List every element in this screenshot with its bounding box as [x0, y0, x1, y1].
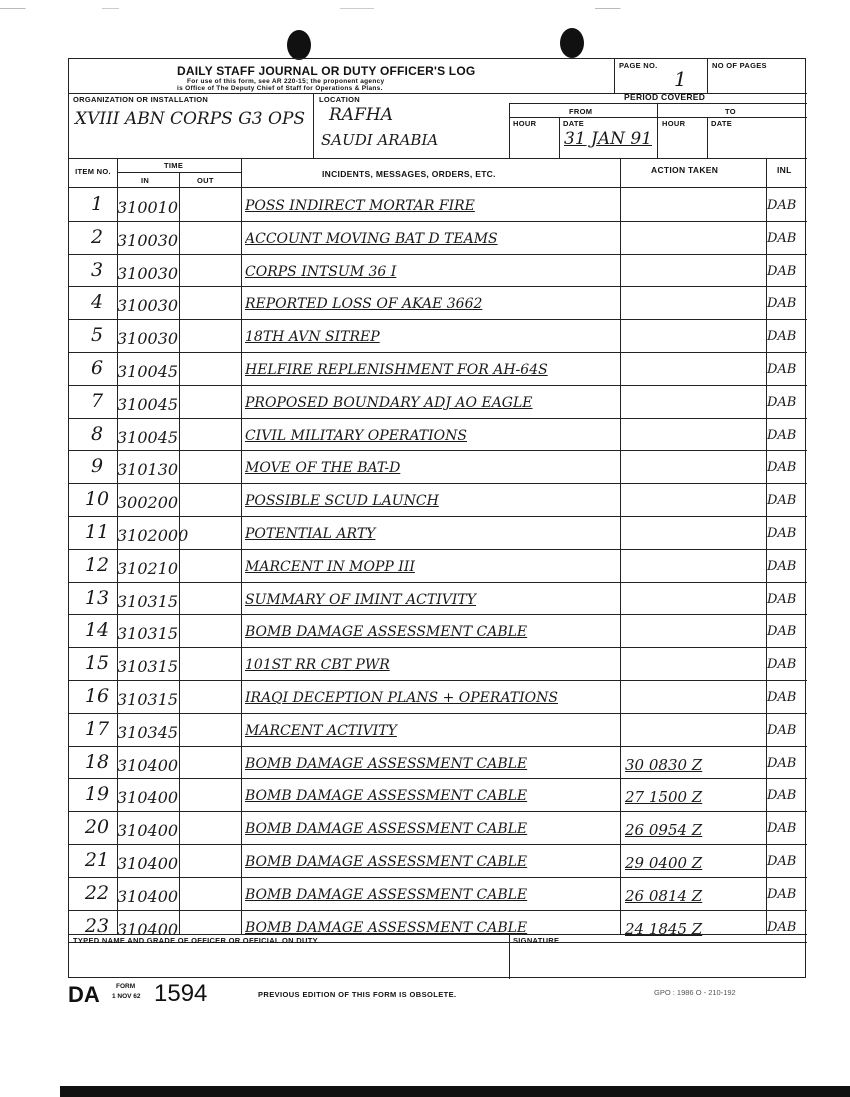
row-item-no: 10	[84, 488, 110, 511]
row-time-in: 310345	[117, 722, 179, 742]
row-incident: 101ST RR CBT PWR	[245, 657, 390, 674]
row-incident: CORPS INTSUM 36 I	[245, 263, 397, 280]
row-time-in: 310045	[117, 394, 179, 414]
log-row	[69, 255, 807, 288]
location-label: LOCATION	[319, 95, 361, 104]
row-incident: BOMB DAMAGE ASSESSMENT CABLE	[245, 919, 528, 936]
row-incident: POTENTIAL ARTY	[245, 526, 376, 542]
row-initials: DAB	[767, 394, 797, 410]
row-time-in: 310400	[117, 919, 179, 939]
no-of-pages-label: NO OF PAGES	[712, 61, 767, 70]
row-action-taken: 24 1845 Z	[625, 919, 703, 938]
log-row	[69, 353, 807, 386]
form-title: DAILY STAFF JOURNAL OR DUTY OFFICER'S LOG	[177, 64, 476, 78]
col-initials: INL	[777, 165, 792, 175]
col-time: TIME	[164, 161, 184, 170]
to-date-label: DATE	[711, 119, 733, 128]
row-item-no: 14	[84, 619, 110, 642]
row-time-in: 310315	[117, 591, 179, 611]
form-subtitle-1: For use of this form, see AR 220-15; the proponent agency	[187, 78, 385, 85]
org-label: ORGANIZATION OR INSTALLATION	[73, 95, 209, 104]
row-item-no: 12	[84, 553, 110, 576]
log-row	[69, 615, 807, 648]
row-action-taken: 26 0954 Z	[625, 821, 703, 840]
row-item-no: 16	[84, 685, 110, 707]
row-incident: SUMMARY OF IMINT ACTIVITY	[245, 591, 476, 608]
log-row	[69, 419, 807, 452]
row-initials: DAB	[767, 329, 797, 345]
previous-edition-notice: PREVIOUS EDITION OF THIS FORM IS OBSOLETE.	[258, 990, 457, 999]
row-initials: DAB	[767, 427, 797, 443]
log-row	[69, 648, 807, 681]
log-row	[69, 287, 807, 320]
row-incident: MARCENT IN MOPP III	[245, 558, 415, 575]
row-item-no: 21	[84, 849, 110, 871]
row-time-in: 310400	[117, 788, 179, 808]
row-item-no: 19	[84, 783, 110, 806]
form-date: 1 NOV 62	[112, 993, 141, 1000]
row-initials: DAB	[767, 886, 797, 902]
row-incident: BOMB DAMAGE ASSESSMENT CABLE	[245, 624, 528, 641]
scan-specks	[0, 8, 850, 9]
row-time-in: 310030	[117, 296, 179, 316]
log-row	[69, 779, 807, 812]
row-incident: BOMB DAMAGE ASSESSMENT CABLE	[245, 886, 528, 903]
row-initials: DAB	[767, 821, 797, 837]
row-incident: BOMB DAMAGE ASSESSMENT CABLE	[245, 821, 528, 838]
signature-label: SIGNATURE	[513, 936, 560, 945]
gpo-number: GPO : 1986 O - 210-192	[654, 988, 736, 997]
row-item-no: 15	[84, 652, 110, 675]
col-action-taken: ACTION TAKEN	[651, 165, 719, 175]
row-incident: ACCOUNT MOVING BAT D TEAMS	[245, 230, 498, 247]
col-incidents: INCIDENTS, MESSAGES, ORDERS, ETC.	[322, 169, 496, 179]
log-row	[69, 714, 807, 747]
row-time-in: 310030	[117, 329, 179, 349]
page-no-value: 1	[674, 67, 687, 91]
log-row	[69, 583, 807, 616]
row-time-in: 300200	[117, 493, 179, 513]
bottom-edge-bar	[60, 1086, 850, 1097]
row-initials: DAB	[767, 263, 797, 279]
row-item-no: 11	[84, 521, 110, 543]
log-row	[69, 386, 807, 419]
row-item-no: 18	[84, 750, 110, 773]
row-time-in: 310400	[117, 854, 179, 873]
row-incident: BOMB DAMAGE ASSESSMENT CABLE	[245, 755, 528, 772]
log-row	[69, 550, 807, 583]
row-initials: DAB	[767, 919, 797, 935]
row-initials: DAB	[767, 690, 797, 705]
log-row	[69, 812, 807, 845]
row-initials: DAB	[767, 198, 797, 213]
row-time-in: 310045	[117, 362, 179, 381]
row-incident: POSSIBLE SCUD LAUNCH	[245, 493, 439, 510]
punch-hole-right	[560, 28, 584, 58]
row-time-in: 310315	[117, 624, 179, 644]
row-time-in: 3102000	[117, 526, 189, 545]
from-label: FROM	[569, 107, 593, 116]
col-time-out: OUT	[197, 176, 214, 185]
row-incident: HELFIRE REPLENISHMENT FOR AH-64S	[245, 362, 548, 378]
row-initials: DAB	[767, 624, 797, 640]
row-initials: DAB	[767, 493, 797, 509]
row-time-in: 310400	[117, 821, 179, 841]
to-hour-label: HOUR	[662, 119, 686, 128]
col-time-in: IN	[141, 176, 150, 185]
row-incident: BOMB DAMAGE ASSESSMENT CABLE	[245, 854, 528, 870]
row-initials: DAB	[767, 722, 797, 738]
from-hour-label: HOUR	[513, 119, 537, 128]
from-date-label: DATE	[563, 119, 585, 128]
row-item-no: 2	[90, 225, 104, 248]
page-no-label: PAGE NO.	[619, 61, 658, 70]
row-incident: REPORTED LOSS OF AKAE 3662	[245, 296, 483, 313]
row-initials: DAB	[767, 558, 797, 574]
row-time-in: 310130	[117, 460, 179, 480]
punch-hole-left	[287, 30, 311, 60]
log-row	[69, 747, 807, 780]
row-time-in: 310315	[117, 690, 179, 709]
row-time-in: 310400	[117, 886, 179, 906]
row-incident: MOVE OF THE BAT-D	[245, 460, 401, 477]
period-covered-label: PERIOD COVERED	[624, 92, 706, 102]
row-item-no: 17	[84, 717, 110, 740]
row-action-taken: 29 0400 Z	[625, 854, 703, 872]
log-row	[69, 517, 807, 550]
org-value: XVIII ABN CORPS G3 OPS	[75, 109, 306, 129]
row-item-no: 1	[90, 193, 104, 215]
log-row	[69, 845, 807, 878]
row-incident: IRAQI DECEPTION PLANS + OPERATIONS	[245, 690, 558, 706]
row-initials: DAB	[767, 460, 797, 476]
location-line-1: RAFHA	[329, 105, 393, 125]
row-initials: DAB	[767, 788, 797, 804]
log-form	[68, 58, 806, 978]
log-row	[69, 484, 807, 517]
row-time-in: 310030	[117, 230, 179, 250]
log-row	[69, 189, 807, 222]
form-word: FORM	[116, 983, 136, 990]
from-date-value: 31 JAN 91	[564, 129, 653, 149]
row-item-no: 7	[90, 389, 104, 412]
log-row	[69, 320, 807, 353]
row-initials: DAB	[767, 230, 797, 246]
row-item-no: 6	[90, 357, 104, 379]
row-initials: DAB	[767, 657, 797, 673]
log-row	[69, 222, 807, 255]
row-initials: DAB	[767, 526, 797, 541]
log-row	[69, 681, 807, 714]
row-item-no: 23	[84, 914, 110, 937]
row-incident: 18TH AVN SITREP	[245, 329, 380, 346]
row-initials: DAB	[767, 854, 797, 869]
row-initials: DAB	[767, 591, 797, 607]
log-row	[69, 451, 807, 484]
row-action-taken: 26 0814 Z	[625, 886, 703, 905]
form-number: 1594	[154, 980, 208, 1007]
row-item-no: 9	[90, 455, 104, 478]
row-incident: PROPOSED BOUNDARY ADJ AO EAGLE	[245, 394, 533, 411]
row-time-in: 310010	[117, 198, 179, 217]
row-item-no: 13	[84, 586, 110, 609]
row-incident: BOMB DAMAGE ASSESSMENT CABLE	[245, 788, 528, 805]
row-incident: MARCENT ACTIVITY	[245, 722, 397, 739]
row-time-in: 310315	[117, 657, 179, 677]
row-item-no: 5	[90, 324, 104, 347]
col-item-no: ITEM NO.	[75, 167, 111, 176]
log-row	[69, 878, 807, 911]
row-initials: DAB	[767, 362, 797, 377]
row-time-in: 310045	[117, 427, 179, 447]
row-item-no: 3	[90, 258, 104, 281]
row-time-in: 310400	[117, 755, 179, 775]
to-label: TO	[725, 107, 736, 116]
form-da: DA	[68, 982, 100, 1007]
row-item-no: 8	[90, 422, 104, 445]
typed-name-label: TYPED NAME AND GRADE OF OFFICER OR OFFICIAL ON DUTY	[73, 936, 318, 945]
row-action-taken: 27 1500 Z	[625, 788, 703, 807]
row-item-no: 20	[84, 816, 110, 839]
row-initials: DAB	[767, 296, 797, 312]
row-initials: DAB	[767, 755, 797, 771]
row-item-no: 4	[90, 291, 104, 314]
row-incident: POSS INDIRECT MORTAR FIRE	[245, 198, 475, 214]
row-action-taken: 30 0830 Z	[625, 755, 703, 774]
row-item-no: 22	[84, 881, 110, 904]
location-line-2: SAUDI ARABIA	[321, 131, 439, 149]
row-incident: CIVIL MILITARY OPERATIONS	[245, 427, 467, 444]
row-time-in: 310210	[117, 558, 179, 578]
form-subtitle-2: is Office of The Deputy Chief of Staff for Operations & Plans.	[177, 85, 383, 92]
row-time-in: 310030	[117, 263, 179, 283]
